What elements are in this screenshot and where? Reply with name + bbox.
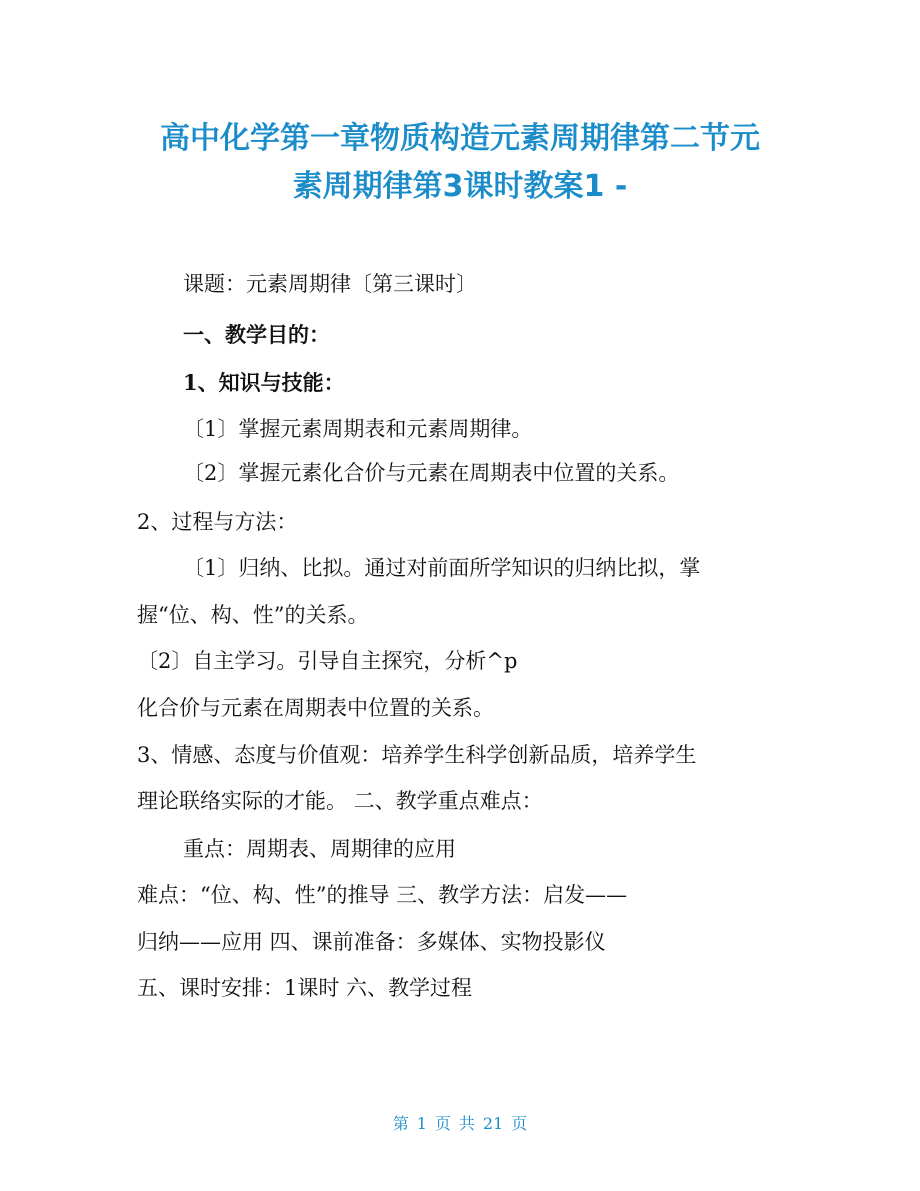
- document-title-line-2: 素周期律第3课时教案1 -: [292, 169, 628, 204]
- footer-page-current: 1: [416, 1114, 427, 1133]
- page-footer: [0, 1112, 920, 1136]
- subsection-process-method: 2、过程与方法：: [137, 510, 298, 534]
- footer-label-ye: 页: [434, 1114, 451, 1133]
- body-line: 3、情感、态度与价值观：培养学生科学创新品质，培养学生: [137, 743, 697, 767]
- body-line: 五、课时安排：1课时 六、教学过程: [137, 976, 473, 1000]
- body-line: 握“位、构、性”的关系。: [137, 603, 369, 627]
- document-title-line-1: 高中化学第一章物质构造元素周期律第二节元: [160, 121, 760, 156]
- body-line: 化合价与元素在周期表中位置的关系。: [137, 696, 494, 720]
- body-line: 难点：“位、构、性”的推导 三、教学方法：启发——: [137, 883, 628, 907]
- section-heading-objectives: 一、教学目的：: [183, 322, 330, 347]
- body-line: 〔1〕归纳、比拟。通过对前面所学知识的归纳比拟，掌: [183, 556, 701, 580]
- body-line: 归纳——应用 四、课前准备：多媒体、实物投影仪: [137, 930, 606, 954]
- body-line: 理论联络实际的才能。 二、教学重点难点：: [137, 789, 543, 813]
- topic-line: 课题：元素周期律〔第三课时〕: [183, 272, 477, 296]
- footer-label-di: 第: [392, 1114, 409, 1133]
- body-line: 〔1〕掌握元素周期表和元素周期律。: [183, 417, 533, 441]
- body-line: 〔2〕自主学习。引导自主探究，分析^p: [137, 649, 518, 673]
- footer-page-total: 21: [482, 1114, 504, 1133]
- footer-label-gong: 共: [458, 1114, 475, 1133]
- subsection-knowledge-skills: 1、知识与技能：: [183, 370, 345, 395]
- footer-label-ye-2: 页: [511, 1114, 528, 1133]
- body-line: 〔2〕掌握元素化合价与元素在周期表中位置的关系。: [183, 461, 680, 485]
- body-line: 重点：周期表、周期律的应用: [183, 837, 456, 861]
